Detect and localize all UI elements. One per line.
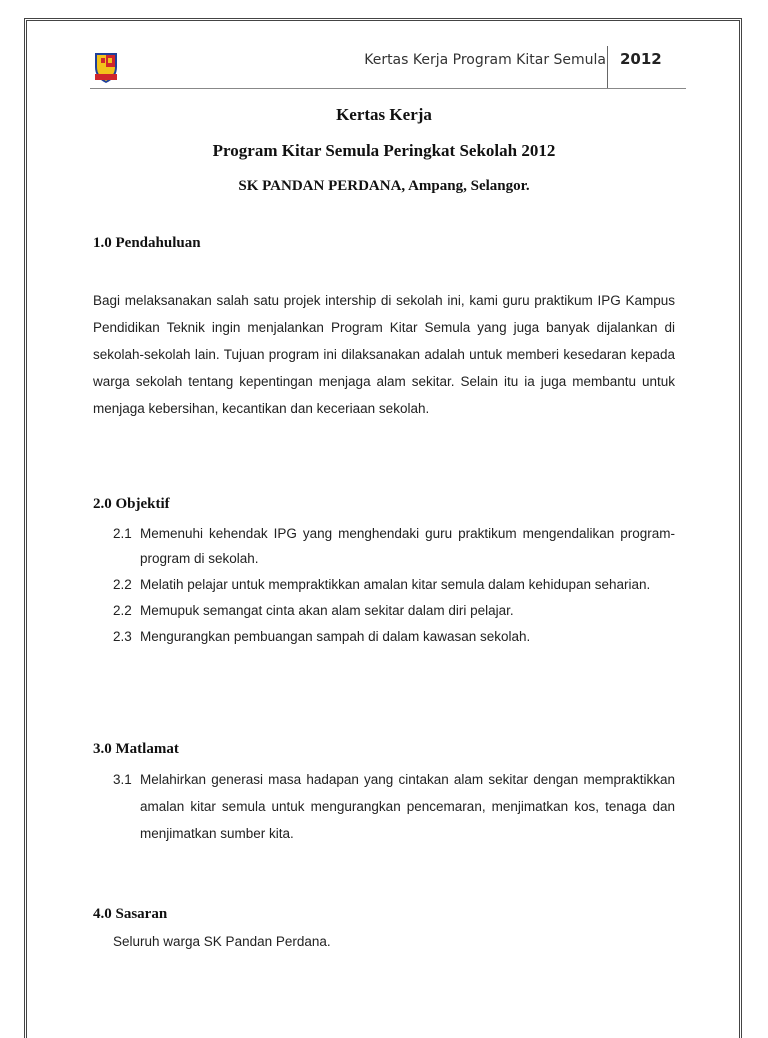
school-crest-icon bbox=[93, 50, 119, 84]
list-item bbox=[113, 522, 675, 571]
document-subtitle: Program Kitar Semula Peringkat Sekolah 2012 bbox=[212, 141, 556, 160]
list-item bbox=[113, 599, 675, 624]
list-item-number: 2.2 bbox=[113, 602, 132, 618]
section-text-sasaran: Seluruh warga SK Pandan Perdana. bbox=[113, 934, 331, 949]
section-heading-pendahuluan: 1.0 Pendahuluan bbox=[93, 235, 201, 251]
page-header bbox=[90, 42, 686, 89]
list-item-text: Memupuk semangat cinta akan alam sekitar dalam diri pelajar. bbox=[140, 602, 514, 618]
objektif-list bbox=[113, 522, 675, 651]
list-item-text: Memenuhi kehendak IPG yang menghendaki guru praktikum mengendalikan program-program di sekolah. bbox=[140, 526, 675, 566]
header-divider bbox=[607, 46, 608, 88]
section-heading-matlamat: 3.0 Matlamat bbox=[93, 741, 179, 757]
list-item-text: Mengurangkan pembuangan sampah di dalam kawasan sekolah. bbox=[140, 628, 531, 644]
school-name: SK PANDAN PERDANA, Ampang, Selangor. bbox=[238, 178, 530, 194]
list-item-text: Melatih pelajar untuk mempraktikkan amalan kitar semula dalam kehidupan seharian. bbox=[140, 576, 651, 592]
list-item-number: 3.1 bbox=[113, 772, 132, 787]
header-title: Kertas Kerja Program Kitar Semula bbox=[364, 52, 606, 68]
list-item-number: 2.2 bbox=[113, 576, 132, 592]
header-year: 2012 bbox=[620, 50, 662, 68]
document-title: Kertas Kerja bbox=[336, 105, 432, 124]
section-text-pendahuluan: Bagi melaksanakan salah satu projek intership di sekolah ini, kami guru praktikum IPG Kampus Pendidikan Teknik ingin menjalankan Program Kitar Semula yang juga banyak dijalankan di sekolah-sekolah lain. Tujuan program ini dilaksanakan adalah untuk memberi kesedaran kepada warga sekolah tentang kepentingan menjaga alam sekitar. Selain itu ia juga membantu untuk menjaga kebersihan, kecantikan dan keceriaan sekolah. bbox=[93, 293, 675, 416]
list-item bbox=[113, 573, 675, 598]
list-item-number: 2.1 bbox=[113, 526, 132, 541]
list-item bbox=[113, 625, 675, 650]
section-heading-objektif: 2.0 Objektif bbox=[93, 496, 170, 512]
list-item bbox=[113, 766, 675, 847]
section-heading-sasaran: 4.0 Sasaran bbox=[93, 906, 168, 922]
matlamat-list bbox=[113, 766, 675, 849]
list-item-number: 2.3 bbox=[113, 628, 132, 644]
list-item-text: Melahirkan generasi masa hadapan yang cintakan alam sekitar dengan mempraktikkan amalan kitar semula untuk mengurangkan pencemaran, menjimatkan kos, tenaga dan menjimatkan sumber kita. bbox=[140, 772, 675, 841]
